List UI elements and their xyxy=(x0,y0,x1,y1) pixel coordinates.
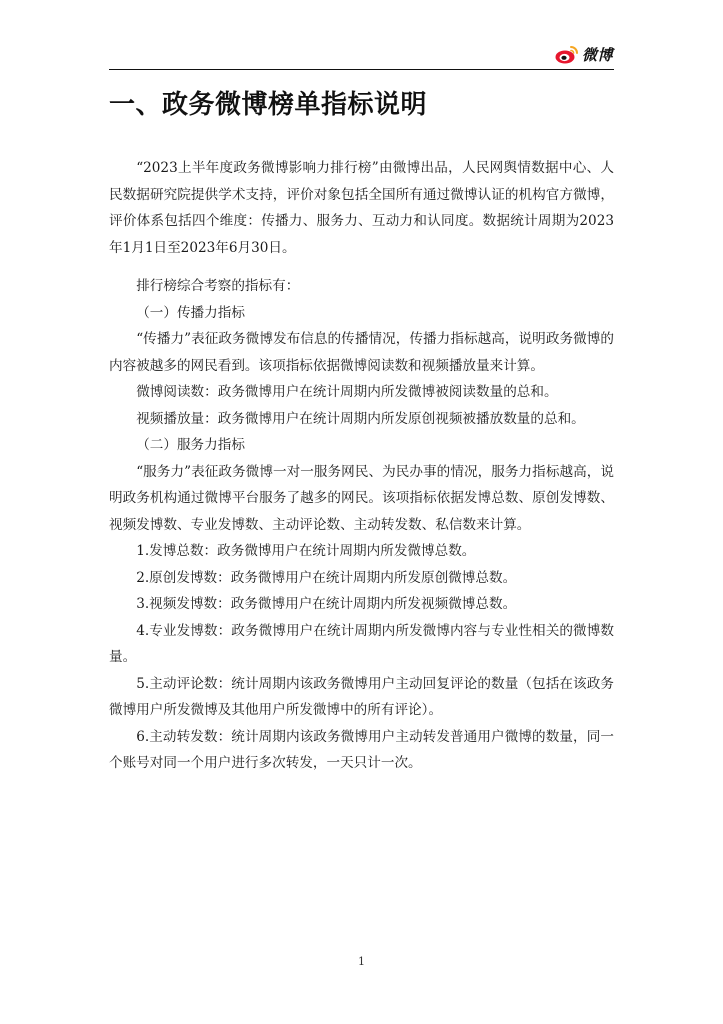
section-heading-service: （二）服务力指标 xyxy=(136,437,245,453)
video-play-definition: 视频播放量：政务微博用户在统计周期内所发原创视频被播放数量的总和。 xyxy=(136,410,585,427)
page-number: 1 xyxy=(358,955,365,968)
logo-text: 微博 xyxy=(581,46,613,64)
page-title: 一、政务微博榜单指标说明 xyxy=(109,90,428,120)
weibo-eye-icon xyxy=(555,45,579,65)
service-description: “服务力”表征政务微博一对一服务网民、为民办事的情况，服务力指标越高，说明政务机构通过微博平台服务了越多的网民。该项指标依据发博总数、原创发博数、视频发博数、专业发博数、主动评论数、主动转发数、私信数来计算。 xyxy=(109,463,614,533)
list-item: 6.主动转发数：统计周期内该政务微博用户主动转发普通用户微博的数量，同一个账号对同一个用户进行多次转发，一天只计一次。 xyxy=(109,728,614,771)
read-count-definition: 微博阅读数：政务微博用户在统计周期内所发微博被阅读数量的总和。 xyxy=(136,384,558,400)
list-item: 4.专业发博数：政务微博用户在统计周期内所发微博内容与专业性相关的微博数量。 xyxy=(109,622,614,665)
list-item: 3.视频发博数：政务微博用户在统计周期内所发视频微博总数。 xyxy=(136,596,517,612)
list-item: 1.发博总数：政务微博用户在统计周期内所发微博总数。 xyxy=(136,543,476,559)
spread-description: “传播力”表征政务微博发布信息的传播情况，传播力指标越高，说明政务微博的内容被越多的网民看到。该项指标依据微博阅读数和视频播放量来计算。 xyxy=(109,331,614,374)
header-divider xyxy=(109,69,614,70)
weibo-logo xyxy=(555,44,613,65)
document-body xyxy=(109,155,614,777)
indicators-intro: 排行榜综合考察的指标有： xyxy=(136,278,300,294)
section-heading-spread: （一）传播力指标 xyxy=(136,304,245,321)
list-item: 5.主动评论数：统计周期内该政务微博用户主动回复评论的数量（包括在该政务微博用户所发微博及其他用户所发微博中的所有评论）。 xyxy=(109,675,614,718)
intro-paragraph: “2023上半年度政务微博影响力排行榜”由微博出品，人民网舆情数据中心、人民数据研究院提供学术支持，评价对象包括全国所有通过微博认证的机构官方微博，评价体系包括四个维度：传播力、服务力、互动力和认同度。数据统计周期为2023年1月1日至2023年6月30日。 xyxy=(109,160,614,256)
list-item: 2.原创发博数：政务微博用户在统计周期内所发原创微博总数。 xyxy=(136,569,517,586)
